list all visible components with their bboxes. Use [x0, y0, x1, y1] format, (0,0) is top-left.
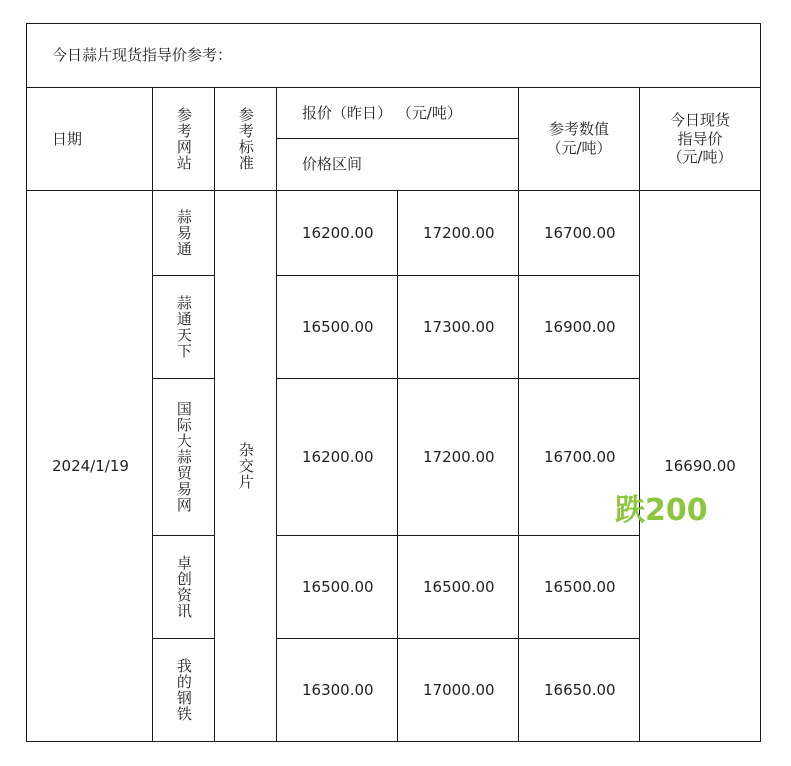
grid-line — [153, 535, 215, 536]
standard-value: 杂交片 — [236, 442, 255, 490]
grid-line — [397, 190, 398, 742]
price-ref: 16650.00 — [544, 680, 616, 699]
grid-line — [276, 87, 277, 742]
standard-cell — [215, 191, 276, 741]
grid-line — [639, 87, 640, 742]
header-quote — [277, 88, 518, 138]
grid-line — [152, 87, 153, 742]
grid-line — [277, 535, 640, 536]
grid-line — [26, 190, 761, 191]
grid-line — [518, 87, 519, 742]
table-row-low — [277, 536, 397, 638]
site-name: 蒜通天下 — [174, 295, 193, 359]
price-high: 16500.00 — [423, 577, 495, 596]
table-row-ref — [519, 191, 639, 275]
table-row-site — [153, 191, 214, 275]
price-change-annotation: 跌200 — [615, 493, 708, 528]
today-price-cell — [640, 191, 760, 741]
table-row-high — [398, 536, 518, 638]
price-ref: 16700.00 — [544, 447, 616, 466]
grid-line — [26, 87, 761, 88]
table-row-high — [398, 639, 518, 741]
table-row-low — [277, 276, 397, 378]
price-high: 17000.00 — [423, 680, 495, 699]
grid-line — [214, 87, 215, 742]
header-standard-label: 参考标准 — [236, 107, 255, 171]
site-name: 我的钢铁 — [174, 658, 193, 722]
grid-line — [277, 138, 519, 139]
grid-line — [26, 23, 761, 24]
date-value: 2024/1/19 — [52, 456, 129, 475]
grid-line — [277, 638, 640, 639]
header-ref — [519, 88, 639, 190]
site-name: 国际大蒜贸易网 — [174, 401, 193, 513]
header-site — [153, 88, 214, 190]
header-date — [26, 88, 152, 190]
header-quote-label: 报价（昨日） （元/吨） — [302, 103, 462, 122]
table-row-site — [153, 639, 214, 741]
price-ref: 16900.00 — [544, 317, 616, 336]
price-ref: 16500.00 — [544, 577, 616, 596]
table-row-high — [398, 276, 518, 378]
price-low: 16200.00 — [302, 447, 374, 466]
table-row-site — [153, 276, 214, 378]
table-row-ref — [519, 536, 639, 638]
table-row-ref — [519, 639, 639, 741]
price-high: 17300.00 — [423, 317, 495, 336]
date-cell — [26, 191, 152, 741]
header-today-label: 今日现货指导价（元/吨） — [667, 110, 733, 167]
table-title — [26, 24, 760, 87]
header-range-label: 价格区间 — [302, 155, 363, 174]
table-title-text: 今日蒜片现货指导价参考： — [52, 46, 233, 65]
table-row-site — [153, 536, 214, 638]
table-row-low — [277, 379, 397, 535]
table-row-site — [153, 379, 214, 535]
header-range — [277, 139, 518, 190]
header-standard — [215, 88, 276, 190]
price-low: 16500.00 — [302, 577, 374, 596]
grid-line — [277, 378, 640, 379]
price-high: 17200.00 — [423, 447, 495, 466]
grid-line — [153, 638, 215, 639]
price-low: 16200.00 — [302, 223, 374, 242]
today-price-value: 16690.00 — [664, 456, 736, 475]
grid-line — [26, 23, 27, 742]
table-row-ref — [519, 276, 639, 378]
table-row-high — [398, 379, 518, 535]
price-low: 16300.00 — [302, 680, 374, 699]
grid-line — [153, 275, 215, 276]
price-high: 17200.00 — [423, 223, 495, 242]
site-name: 蒜易通 — [174, 209, 193, 257]
table-row-low — [277, 639, 397, 741]
header-today — [640, 88, 760, 190]
grid-line — [760, 23, 761, 742]
header-date-label: 日期 — [52, 129, 83, 148]
price-ref: 16700.00 — [544, 223, 616, 242]
grid-line — [277, 275, 640, 276]
grid-line — [26, 741, 761, 742]
header-ref-label: 参考数值（元/吨） — [546, 120, 612, 157]
table-row-high — [398, 191, 518, 275]
table-row-low — [277, 191, 397, 275]
header-site-label: 参考网站 — [174, 107, 193, 171]
grid-line — [153, 378, 215, 379]
site-name: 卓创资讯 — [174, 555, 193, 619]
price-low: 16500.00 — [302, 317, 374, 336]
